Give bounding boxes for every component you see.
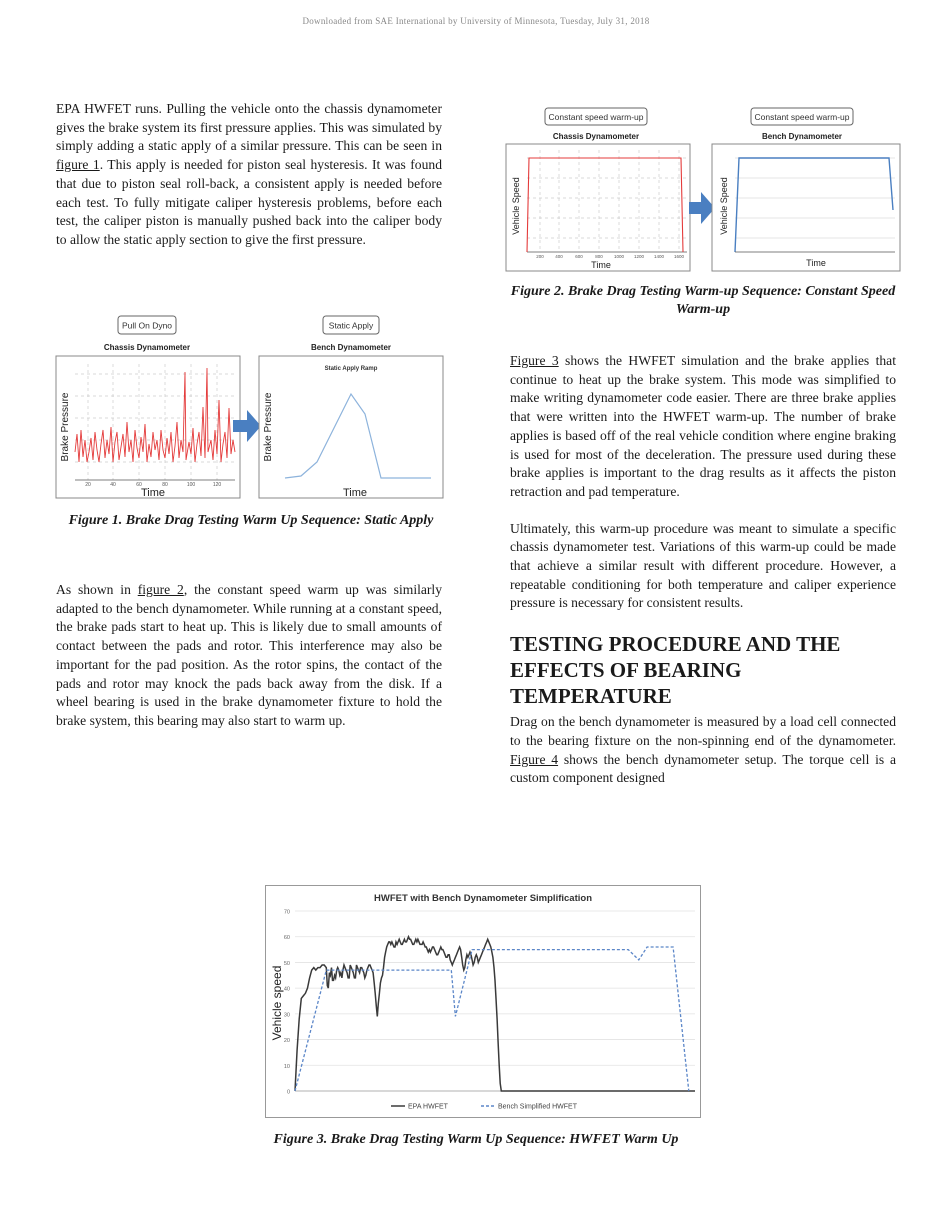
figure-1-caption: Figure 1. Brake Drag Testing Warm Up Sequence: Static Apply xyxy=(68,513,434,528)
chart-y-axis-label: Vehicle speed xyxy=(270,965,284,1041)
tick-label: 200 xyxy=(536,254,544,259)
text-run: shows the bench dynamometer setup. The torque cell is a custom component designed xyxy=(510,751,896,786)
chassis-dyno-title: Chassis Dynamometer xyxy=(103,343,191,352)
tick-label: 60 xyxy=(136,482,142,488)
x-axis-label: Time xyxy=(591,260,611,270)
chart-title: HWFET with Bench Dynamometer Simplification xyxy=(374,893,592,904)
figure-1 xyxy=(55,312,447,502)
figure-2-link[interactable]: figure 2 xyxy=(137,582,184,597)
left-column-top xyxy=(56,100,442,250)
right-column xyxy=(510,352,896,788)
tick-label: 40 xyxy=(110,482,116,488)
legend-label: Bench Simplified HWFET xyxy=(498,1103,577,1111)
constant-speed-label: Constant speed warm-up xyxy=(754,112,850,122)
y-tick-label: 0 xyxy=(286,1089,290,1096)
text-run: As shown in xyxy=(56,582,138,597)
tick-label: 800 xyxy=(595,254,603,259)
paragraph xyxy=(510,352,896,502)
y-tick-label: 10 xyxy=(283,1063,290,1070)
text-run: Drag on the bench dynamometer is measured by a load cell connected to the bearing fixture on the non-spinning end of the dynamometer. xyxy=(510,714,896,748)
chassis-dyno-title: Chassis Dynamometer xyxy=(552,132,640,141)
right-arrow-icon xyxy=(689,192,715,224)
chart-frame xyxy=(266,886,701,1118)
y-axis-label: Vehicle Speed xyxy=(511,177,521,235)
tick-label: 80 xyxy=(162,482,168,488)
static-apply-ramp-subtitle: Static Apply Ramp xyxy=(324,366,378,372)
tick-label: 1400 xyxy=(653,254,665,259)
y-tick-label: 50 xyxy=(283,960,290,967)
figure-1-link[interactable]: figure 1 xyxy=(56,157,100,173)
bench-dyno-title: Bench Dynamometer xyxy=(310,343,392,352)
y-axis-label: Brake Pressure xyxy=(60,392,71,462)
tick-label: 20 xyxy=(85,482,91,488)
x-axis-label: Time xyxy=(342,487,368,499)
section-heading: TESTING PROCEDURE AND THE EFFECTS OF BEARING TEMPERATURE xyxy=(510,632,841,709)
figure-2 xyxy=(505,106,901,274)
y-tick-label: 70 xyxy=(283,909,290,916)
pull-on-dyno-label: Pull On Dyno xyxy=(121,320,173,331)
legend-label: EPA HWFET xyxy=(408,1103,448,1111)
y-axis-label: Brake Pressure xyxy=(263,392,274,462)
tick-label: 1000 xyxy=(613,254,625,259)
paragraph xyxy=(56,100,442,250)
figure-3-caption: Figure 3. Brake Drag Testing Warm Up Sequence: HWFET Warm Up xyxy=(273,1132,679,1147)
figure-4-link[interactable]: Figure 4 xyxy=(510,751,559,767)
static-apply-label: Static Apply xyxy=(328,320,374,331)
paragraph xyxy=(510,713,896,788)
tick-label: 400 xyxy=(555,254,563,259)
x-axis-label: Time xyxy=(806,258,826,268)
x-axis-label: Time xyxy=(140,487,166,499)
tick-label: 1200 xyxy=(633,254,645,259)
download-banner: Downloaded from SAE International by University of Minnesota, Tuesday, July 31, 2018 xyxy=(302,16,650,26)
y-tick-label: 40 xyxy=(283,986,290,993)
y-tick-label: 20 xyxy=(283,1038,290,1045)
text-run: , the constant speed warm up was similarly adapted to the bench dynamometer. While running at a constant speed, the brake pads start to heat up. This is likely due to small amounts of contact between the pads and rotor. This interference may also be important for the pad position. As the rotor spins, the contact of the pads and rotor may knock the pads back away from the disk. If a wheel bearing is used in the brake dynamometer fixture to hold the brake system, this bearing may also start to warm up. xyxy=(56,582,443,728)
y-tick-label: 60 xyxy=(283,935,290,942)
left-column-bottom xyxy=(56,581,442,731)
tick-label: 600 xyxy=(575,254,583,259)
bench-dyno-title: Bench Dynamometer xyxy=(761,132,843,141)
chassis-dyno-panel xyxy=(56,356,240,498)
tick-label: 1600 xyxy=(673,254,685,259)
tick-label: 120 xyxy=(212,482,222,488)
constant-speed-label: Constant speed warm-up xyxy=(548,112,644,122)
figure-3-link[interactable]: Figure 3 xyxy=(510,353,559,368)
paragraph: Ultimately, this warm-up procedure was meant to simulate a specific chassis dynamometer test. Variations of this warm-up could be made that achieve a similar result with different procedure. However, a repeatable conditioning for both temperature and caliper experience pressure is necessary for consistent results. xyxy=(510,520,896,611)
paragraph xyxy=(56,581,442,731)
tick-label: 100 xyxy=(186,482,196,488)
bench-dyno-panel xyxy=(259,356,443,498)
y-axis-label: Vehicle Speed xyxy=(719,177,729,235)
text-run: EPA HWFET runs. Pulling the vehicle onto the chassis dynamometer gives the brake system its first pressure applies. This was simulated by simply adding a static apply of a similar pressure. This can be seen in xyxy=(56,101,442,154)
text-run: shows the HWFET simulation and the brake applies that continue to heat up the brake system. This mode was simplified to make writing dynamometer code easier. There are three brake applies that were written into the HWFET warm-up. The number of brake applies is based off of the real vehicle condition where engine braking is used for most of the deceleration. The pressure used during these brake applies is important to the drag results as it affects the piston retraction and pad temperature. xyxy=(510,353,896,499)
text-run: . This apply is needed for piston seal hysteresis. It was found that due to piston seal roll-back, a consistent apply is needed before each test. To fully mitigate caliper hysteresis problems, before each test, the caliper piston is manually pushed back into the caliper body to allow the static apply section to give the first pressure. xyxy=(56,157,442,247)
y-tick-label: 30 xyxy=(283,1012,290,1019)
figure-2-caption: Figure 2. Brake Drag Testing Warm-up Sequence: Constant Speed Warm-up xyxy=(510,284,896,317)
figure-3-chart xyxy=(265,885,701,1118)
